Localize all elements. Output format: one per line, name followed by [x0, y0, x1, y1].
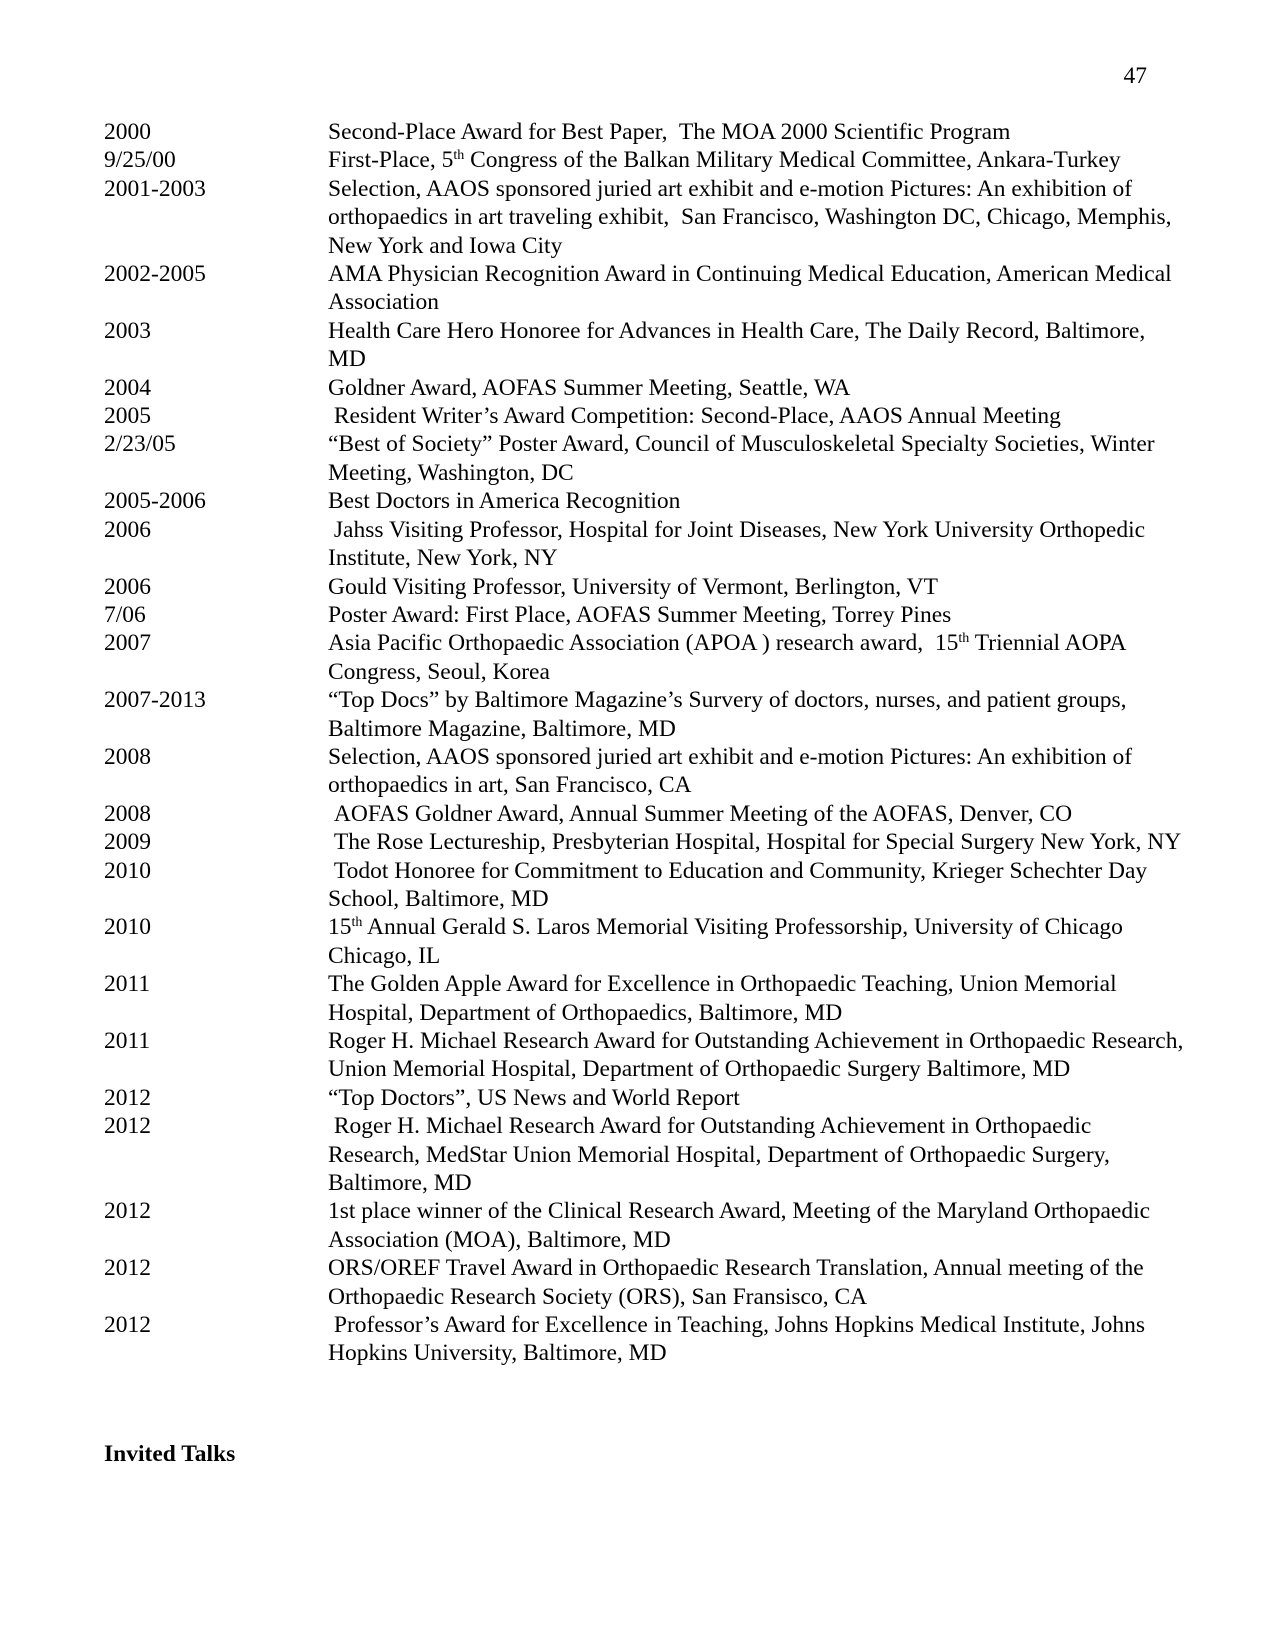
award-entry: [104, 573, 1184, 601]
award-text: “Best of Society” Poster Award, Council of Musculoskeletal Specialty Societies, Winter Meeting, Washington, DC: [328, 431, 1161, 486]
award-year: 2009: [104, 829, 151, 856]
award-description: [328, 573, 1184, 601]
award-entry: [104, 970, 1184, 1027]
award-description: [328, 118, 1184, 146]
award-description: [328, 146, 1184, 174]
award-text: Roger H. Michael Research Award for Outstanding Achievement in Orthopaedic Research, MedStar Union Memorial Hospital, Department of Orthopaedic Surgery, Baltimore, MD: [328, 1113, 1116, 1197]
award-year: 2012: [104, 1255, 151, 1282]
award-year: 2012: [104, 1113, 151, 1140]
award-entry: [104, 1084, 1184, 1112]
award-description: [328, 487, 1184, 515]
award-entry: [104, 146, 1184, 174]
award-text: Selection, AAOS sponsored juried art exhibit and e-motion Pictures: An exhibition of orthopaedics in art, San Francisco, CA: [328, 743, 1138, 799]
award-text: ORS/OREF Travel Award in Orthopaedic Research Translation, Annual meeting of the Orthopaedic Research Society (ORS), San Fransisco, CA: [328, 1255, 1150, 1310]
award-year: 2010: [104, 914, 151, 941]
award-entry: [104, 1027, 1190, 1084]
awards-list: [104, 118, 1190, 1368]
award-year: 2012: [104, 1198, 151, 1225]
award-text: 1st place winner of the Clinical Research Award, Meeting of the Maryland Orthopaedic Association (MOA), Baltimore, MD: [328, 1198, 1155, 1253]
award-text: Gould Visiting Professor, University of Vermont, Berlington, VT: [328, 573, 938, 600]
award-year: 2011: [104, 1028, 151, 1054]
award-text: Todot Honoree for Commitment to Education and Community, Krieger Schechter Day School, Baltimore, MD: [328, 857, 1154, 912]
award-text: Health Care Hero Honoree for Advances in Health Care, The Daily Record, Baltimore, MD: [328, 317, 1152, 373]
award-text: First-Place, 5: [328, 147, 454, 174]
award-description: [328, 260, 1184, 317]
award-description: [328, 1084, 1184, 1112]
award-text: AOFAS Goldner Award, Annual Summer Meeting of the AOFAS, Denver, CO: [328, 800, 1073, 827]
award-year: 2012: [104, 1084, 151, 1111]
award-description: [328, 743, 1184, 800]
award-description: [328, 317, 1184, 374]
award-description: [328, 175, 1184, 260]
award-entry: [104, 1254, 1184, 1311]
award-entry: [104, 857, 1184, 914]
award-description: [328, 686, 1184, 743]
award-entry: [104, 430, 1184, 487]
award-entry: [104, 516, 1184, 573]
award-year: 2006: [104, 516, 151, 543]
section-heading-invited-talks: Invited Talks: [104, 1441, 236, 1467]
award-year: 2004: [104, 374, 151, 401]
award-text: 15: [328, 914, 352, 941]
award-entry: [104, 686, 1184, 743]
award-year: 2/23/05: [104, 431, 176, 458]
award-year: 2007-2013: [104, 687, 206, 714]
award-description: [328, 402, 1184, 430]
award-text-continued: Annual Gerald S. Laros Memorial Visiting Professorship, University of Chicago Chicago, IL: [328, 914, 1123, 969]
award-text: Professor’s Award for Excellence in Teaching, Johns Hopkins Medical Institute, Johns Hopkins University, Baltimore, MD: [328, 1312, 1151, 1367]
award-year: 2003: [104, 317, 151, 344]
award-year: 2005-2006: [104, 488, 206, 515]
award-year: 2002-2005: [104, 261, 206, 288]
award-description: [328, 800, 1184, 828]
award-text: Poster Award: First Place, AOFAS Summer Meeting, Torrey Pines: [328, 601, 952, 628]
award-entry: [104, 175, 1184, 260]
award-text: Goldner Award, AOFAS Summer Meeting, Seattle, WA: [328, 374, 851, 401]
award-year: 2001-2003: [104, 175, 206, 202]
ordinal-superscript: th: [351, 915, 363, 931]
award-text: The Rose Lectureship, Presbyterian Hospital, Hospital for Special Surgery New York, NY: [328, 829, 1182, 856]
page-number: 47: [1123, 63, 1147, 89]
award-entry: [104, 743, 1184, 800]
award-text-continued: Congress of the Balkan Military Medical Committee, Ankara-Turkey: [464, 147, 1121, 174]
award-description: [328, 1027, 1190, 1084]
award-entry: [104, 402, 1184, 430]
award-description: [328, 1311, 1184, 1368]
award-description: [328, 828, 1184, 856]
award-text: Jahss Visiting Professor, Hospital for Joint Diseases, New York University Orthopedic Institute, New York, NY: [328, 516, 1151, 572]
award-year: 2008: [104, 743, 151, 770]
award-year: 2012: [104, 1312, 151, 1339]
award-year: 2011: [104, 971, 151, 998]
award-text: Asia Pacific Orthopaedic Association (APOA ) research award, 15: [328, 630, 959, 657]
award-description: [328, 374, 1184, 402]
award-description: [328, 857, 1184, 914]
award-entry: [104, 913, 1184, 970]
award-entry: [104, 1112, 1184, 1197]
award-text: “Top Doctors”, US News and World Report: [328, 1084, 740, 1111]
award-year: 2006: [104, 573, 151, 600]
award-text: AMA Physician Recognition Award in Continuing Medical Education, American Medical Association: [328, 261, 1177, 316]
award-text: Second-Place Award for Best Paper, The MOA 2000 Scientific Program: [328, 119, 1011, 145]
award-text-continued: Triennial AOPA Congress, Seoul, Korea: [328, 630, 1126, 685]
award-description: [328, 601, 1184, 629]
award-entry: [104, 317, 1184, 374]
award-description: [328, 629, 1184, 686]
award-text: Selection, AAOS sponsored juried art exhibit and e-motion Pictures: An exhibition of orthopaedics in art traveling exhibit, San Francisco, Washington DC, Chicago, Memphis, New York and Iowa City: [328, 175, 1178, 259]
award-description: [328, 1254, 1184, 1311]
award-entry: [104, 260, 1184, 317]
award-entry: [104, 601, 1184, 629]
award-entry: [104, 487, 1184, 515]
award-description: [328, 970, 1184, 1027]
award-text: Roger H. Michael Research Award for Outstanding Achievement in Orthopaedic Research, Union Memorial Hospital, Department of Orthopaedic Surgery Baltimore, MD: [328, 1028, 1190, 1083]
award-description: [328, 516, 1184, 573]
award-year: 2000: [104, 119, 151, 145]
award-description: [328, 430, 1184, 487]
ordinal-superscript: th: [958, 631, 970, 647]
award-text: The Golden Apple Award for Excellence in Orthopaedic Teaching, Union Memorial Hospital, Department of Orthopaedics, Baltimore, MD: [328, 971, 1123, 1026]
award-entry: [104, 800, 1184, 828]
award-text: Resident Writer’s Award Competition: Second-Place, AAOS Annual Meeting: [328, 403, 1061, 430]
award-description: [328, 913, 1184, 970]
award-entry: [104, 629, 1184, 686]
ordinal-superscript: th: [453, 148, 465, 164]
award-text: Best Doctors in America Recognition: [328, 488, 681, 515]
award-text: “Top Docs” by Baltimore Magazine’s Survery of doctors, nurses, and patient groups, Baltimore Magazine, Baltimore, MD: [328, 687, 1133, 742]
award-year: 2007: [104, 630, 151, 657]
award-year: 9/25/00: [104, 147, 176, 174]
award-description: [328, 1112, 1184, 1197]
award-description: [328, 1197, 1184, 1254]
award-year: 7/06: [104, 601, 146, 628]
award-entry: [104, 1311, 1184, 1368]
award-year: 2010: [104, 857, 151, 884]
award-entry: [104, 118, 1184, 146]
award-year: 2008: [104, 800, 151, 827]
award-year: 2005: [104, 403, 151, 430]
award-entry: [104, 374, 1184, 402]
award-entry: [104, 828, 1184, 856]
award-entry: [104, 1197, 1184, 1254]
